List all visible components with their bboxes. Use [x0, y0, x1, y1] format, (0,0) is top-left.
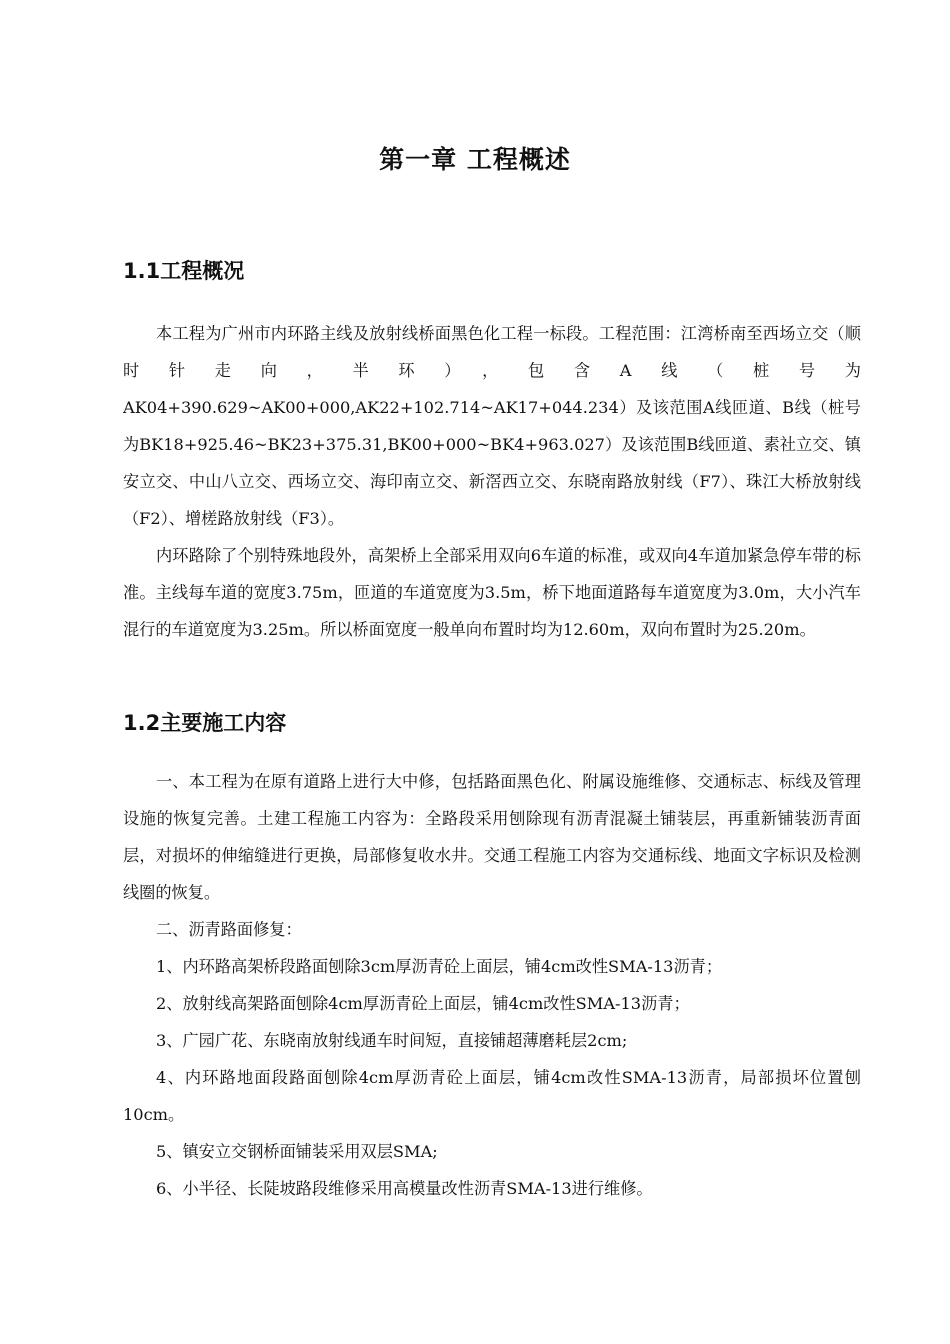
list-item: 6、小半径、长陡坡路段维修采用高模量改性沥青SMA-13进行维修。 [156, 1179, 653, 1198]
paragraph-repair-scope: 一、本工程为在原有道路上进行大中修，包括路面黑色化、附属设施维修、交通标志、标线及管理设施的恢复完善。土建工程施工内容为：全路段采用刨除现有沥青混凝土铺装层，再重新铺装沥青面层，对损坏的伸缩缝进行更换，局部修复收水井。交通工程施工内容为交通标线、地面文字标识及检测线圈的恢复。 [123, 772, 861, 902]
paragraph-scope: 本工程为广州市内环路主线及放射线桥面黑色化工程一标段。工程范围：江湾桥南至西场立交（顺时针走向，半环），包含A线（桩号为AK04+390.629~AK00+000,AK22+102.714~AK17+044.234）及该范围A线匝道、B线（桩号为BK18+925.46~BK23+375.31,BK00+000~BK4+963.027）及该范围B线匝道、素社立交、镇安立交、中山八立交、西场立交、海印南立交、新滘西立交、东晓南路放射线（F7）、珠江大桥放射线（F2）、增槎路放射线（F3）。 [123, 324, 861, 528]
list-item: 3、广园广花、东晓南放射线通车时间短，直接铺超薄磨耗层2cm; [156, 1031, 628, 1050]
list-item: 5、镇安立交钢桥面铺装采用双层SMA; [156, 1142, 438, 1161]
section-body-construction [123, 763, 861, 1207]
section-body-overview [123, 315, 861, 648]
section-heading-overview: 1.1工程概况 [123, 259, 245, 283]
list-item: 2、放射线高架路面刨除4cm厚沥青砼上面层，铺4cm改性SMA-13沥青； [156, 994, 690, 1013]
section-heading-construction: 1.2主要施工内容 [123, 711, 287, 735]
paragraph-lane-standard: 内环路除了个别特殊地段外，高架桥上全部采用双向6车道的标准，或双向4车道加紧急停车带的标准。主线每车道的宽度3.75m，匝道的车道宽度为3.5m，桥下地面道路每车道宽度为3.0m，大小汽车混行的车道宽度为3.25m。所以桥面宽度一般单向布置时均为12.60m，双向布置时为25.20m。 [123, 546, 861, 639]
paragraph-asphalt-heading: 二、沥青路面修复： [156, 920, 302, 939]
list-item: 1、内环路高架桥段路面刨除3cm厚沥青砼上面层，铺4cm改性SMA-13沥青； [156, 957, 723, 976]
chapter-title: 第一章 工程概述 [379, 145, 571, 174]
list-item: 4、内环路地面段路面刨除4cm厚沥青砼上面层，铺4cm改性SMA-13沥青，局部损坏位置刨10cm。 [123, 1068, 861, 1124]
